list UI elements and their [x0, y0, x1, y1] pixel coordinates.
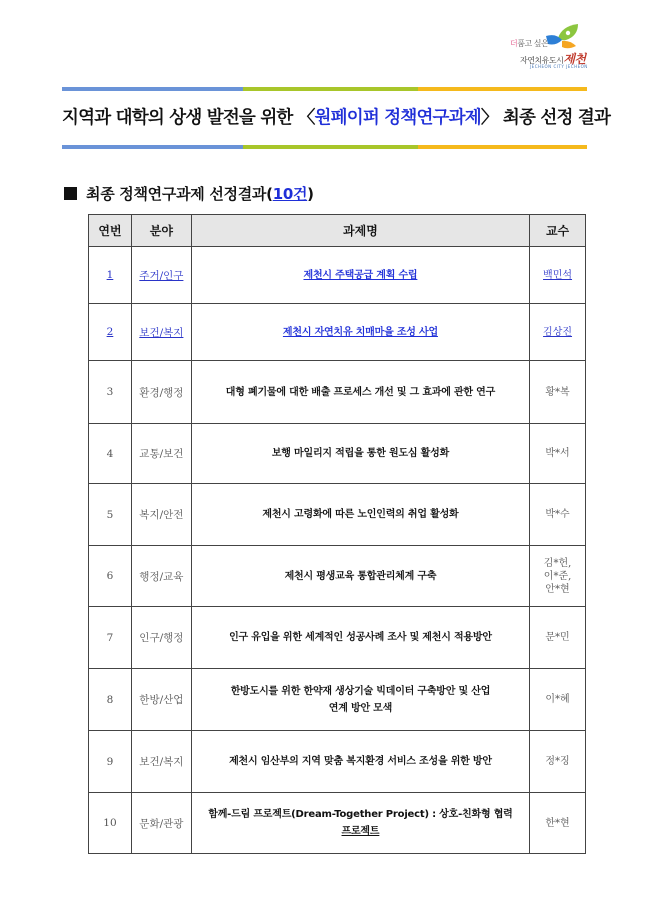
- row-no: 5: [89, 484, 132, 546]
- row-title: 제천시 고령화에 따른 노인인력의 취업 활성화: [191, 484, 529, 546]
- leaf-logo-icon: [544, 24, 582, 50]
- row-professor: 박*서: [530, 424, 586, 484]
- logo-english: JECHEON CITY JECHEON: [530, 64, 588, 69]
- table-row: [89, 484, 586, 546]
- row-title: 보행 마일리지 적립을 통한 원도심 활성화: [191, 424, 529, 484]
- table-row: [89, 607, 586, 669]
- logo-slogan-line2: 자연치유도시제천: [520, 52, 586, 66]
- row-professor: 한*현: [530, 793, 586, 854]
- row-title: 인구 유입을 위한 세계적인 성공사례 조사 및 제천시 적용방안: [191, 607, 529, 669]
- row-professor-link[interactable]: 백민석: [543, 269, 573, 281]
- header-field: 분야: [131, 215, 191, 247]
- header-professor: 교수: [530, 215, 586, 247]
- row-professor: 박*수: [530, 484, 586, 546]
- header-title: 과제명: [191, 215, 529, 247]
- row-field: 한방/산업: [131, 669, 191, 731]
- row-title: 대형 폐기물에 대한 배출 프로세스 개선 및 그 효과에 관한 연구: [191, 361, 529, 424]
- table-row: [89, 793, 586, 854]
- title-rule-bottom: [62, 145, 587, 149]
- row-title: 제천시 임산부의 지역 맞춤 복지환경 서비스 조성을 위한 방안: [191, 731, 529, 793]
- section-heading: 최종 정책연구과제 선정결과( 10건 ): [64, 183, 314, 204]
- table-row: [89, 424, 586, 484]
- title-rule-top: [62, 87, 587, 91]
- table-row: [89, 669, 586, 731]
- row-professor: 이*혜: [530, 669, 586, 731]
- row-professor: 정*징: [530, 731, 586, 793]
- row-no: 8: [89, 669, 132, 731]
- row-field-link[interactable]: 주거/인구: [139, 269, 184, 282]
- table-row: [89, 361, 586, 424]
- title-highlight: 원페이퍼 정책연구과제: [314, 108, 481, 128]
- row-professor-link[interactable]: 김상진: [543, 326, 573, 338]
- jecheon-city-logo: [488, 24, 604, 70]
- row-no-link[interactable]: 2: [106, 326, 114, 338]
- row-title: 한방도시를 위한 한약재 생상기술 빅데이터 구축방안 및 산업 연계 방안 모색: [191, 669, 529, 731]
- row-professor: 문*민: [530, 607, 586, 669]
- table-row: [89, 304, 586, 361]
- logo-brand: 제천: [563, 52, 586, 66]
- row-title: 함께-드림 프로젝트(Dream-Together Project) : 상호-친화형 협력 프로젝트: [191, 793, 529, 854]
- row-no: 3: [89, 361, 132, 424]
- row-professor: 황*복: [530, 361, 586, 424]
- row-no-link[interactable]: 1: [106, 269, 114, 281]
- row-professor: 김*헌, 이*준, 안*현: [530, 546, 586, 607]
- row-no: 10: [89, 793, 132, 854]
- row-field: 문화/관광: [131, 793, 191, 854]
- row-no: 7: [89, 607, 132, 669]
- row-title-link[interactable]: 제천시 주택공급 계획 수립: [303, 269, 418, 281]
- table-row: [89, 731, 586, 793]
- row-field: 인구/행정: [131, 607, 191, 669]
- logo-slogan-line1: 더품고 싶은: [510, 39, 549, 48]
- row-title-link[interactable]: 제천시 자연치유 치매마을 조성 사업: [282, 326, 438, 338]
- row-no: 6: [89, 546, 132, 607]
- row-title: 제천시 평생교육 통합관리체계 구축: [191, 546, 529, 607]
- table-row: [89, 546, 586, 607]
- header-no: 연번: [89, 215, 132, 247]
- result-count: 10건: [272, 185, 308, 203]
- row-field: 행정/교육: [131, 546, 191, 607]
- row-field: 복지/안전: [131, 484, 191, 546]
- row-field-link[interactable]: 보건/복지: [139, 326, 184, 339]
- results-table: [88, 214, 586, 854]
- row-field: 환경/행정: [131, 361, 191, 424]
- table-header-row: [89, 215, 586, 247]
- square-bullet-icon: [64, 187, 77, 200]
- table-row: [89, 247, 586, 304]
- row-no: 4: [89, 424, 132, 484]
- row-field: 교통/보건: [131, 424, 191, 484]
- row-field: 보건/복지: [131, 731, 191, 793]
- page-title: 지역과 대학의 상생 발전을 위한 〈원페이퍼 정책연구과제〉 최종 선정 결과: [62, 108, 611, 128]
- row-no: 9: [89, 731, 132, 793]
